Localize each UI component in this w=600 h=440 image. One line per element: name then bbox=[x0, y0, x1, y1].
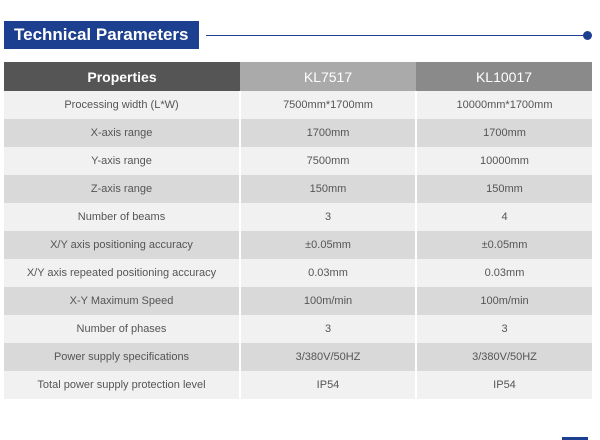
section-title: Technical Parameters bbox=[4, 21, 199, 49]
kl7517-value: 0.03mm bbox=[240, 259, 416, 287]
kl7517-value: 3/380V/50HZ bbox=[240, 343, 416, 371]
kl10017-value: ±0.05mm bbox=[416, 231, 592, 259]
table-row bbox=[4, 259, 592, 287]
table-row bbox=[4, 91, 592, 119]
table-row bbox=[4, 371, 592, 399]
table-row bbox=[4, 119, 592, 147]
table-header-row bbox=[4, 62, 592, 91]
property-name: X-axis range bbox=[4, 119, 240, 147]
table-row bbox=[4, 147, 592, 175]
column-header-model-1: KL7517 bbox=[240, 62, 416, 91]
property-name: Number of phases bbox=[4, 315, 240, 343]
table-row bbox=[4, 287, 592, 315]
kl10017-value: 4 bbox=[416, 203, 592, 231]
column-header-model-2: KL10017 bbox=[416, 62, 592, 91]
title-divider-dot bbox=[583, 31, 592, 40]
property-name: X/Y axis repeated positioning accuracy bbox=[4, 259, 240, 287]
kl7517-value: IP54 bbox=[240, 371, 416, 399]
kl10017-value: 1700mm bbox=[416, 119, 592, 147]
kl7517-value: 1700mm bbox=[240, 119, 416, 147]
column-header-properties: Properties bbox=[4, 62, 240, 91]
kl10017-value: 100m/min bbox=[416, 287, 592, 315]
kl10017-value: 3/380V/50HZ bbox=[416, 343, 592, 371]
kl10017-value: 150mm bbox=[416, 175, 592, 203]
technical-parameters-table bbox=[4, 62, 592, 399]
table-row bbox=[4, 203, 592, 231]
kl10017-value: 0.03mm bbox=[416, 259, 592, 287]
kl10017-value: 3 bbox=[416, 315, 592, 343]
kl7517-value: 3 bbox=[240, 203, 416, 231]
table-row bbox=[4, 175, 592, 203]
property-name: Number of beams bbox=[4, 203, 240, 231]
table-row bbox=[4, 343, 592, 371]
title-divider-line bbox=[206, 35, 588, 36]
kl7517-value: 100m/min bbox=[240, 287, 416, 315]
property-name: X/Y axis positioning accuracy bbox=[4, 231, 240, 259]
kl7517-value: 3 bbox=[240, 315, 416, 343]
kl7517-value: ±0.05mm bbox=[240, 231, 416, 259]
kl7517-value: 150mm bbox=[240, 175, 416, 203]
property-name: Z-axis range bbox=[4, 175, 240, 203]
kl10017-value: IP54 bbox=[416, 371, 592, 399]
property-name: X-Y Maximum Speed bbox=[4, 287, 240, 315]
kl10017-value: 10000mm*1700mm bbox=[416, 91, 592, 119]
property-name: Power supply specifications bbox=[4, 343, 240, 371]
kl7517-value: 7500mm bbox=[240, 147, 416, 175]
property-name: Total power supply protection level bbox=[4, 371, 240, 399]
property-name: Y-axis range bbox=[4, 147, 240, 175]
property-name: Processing width (L*W) bbox=[4, 91, 240, 119]
kl10017-value: 10000mm bbox=[416, 147, 592, 175]
kl7517-value: 7500mm*1700mm bbox=[240, 91, 416, 119]
table-row bbox=[4, 231, 592, 259]
table-row bbox=[4, 315, 592, 343]
